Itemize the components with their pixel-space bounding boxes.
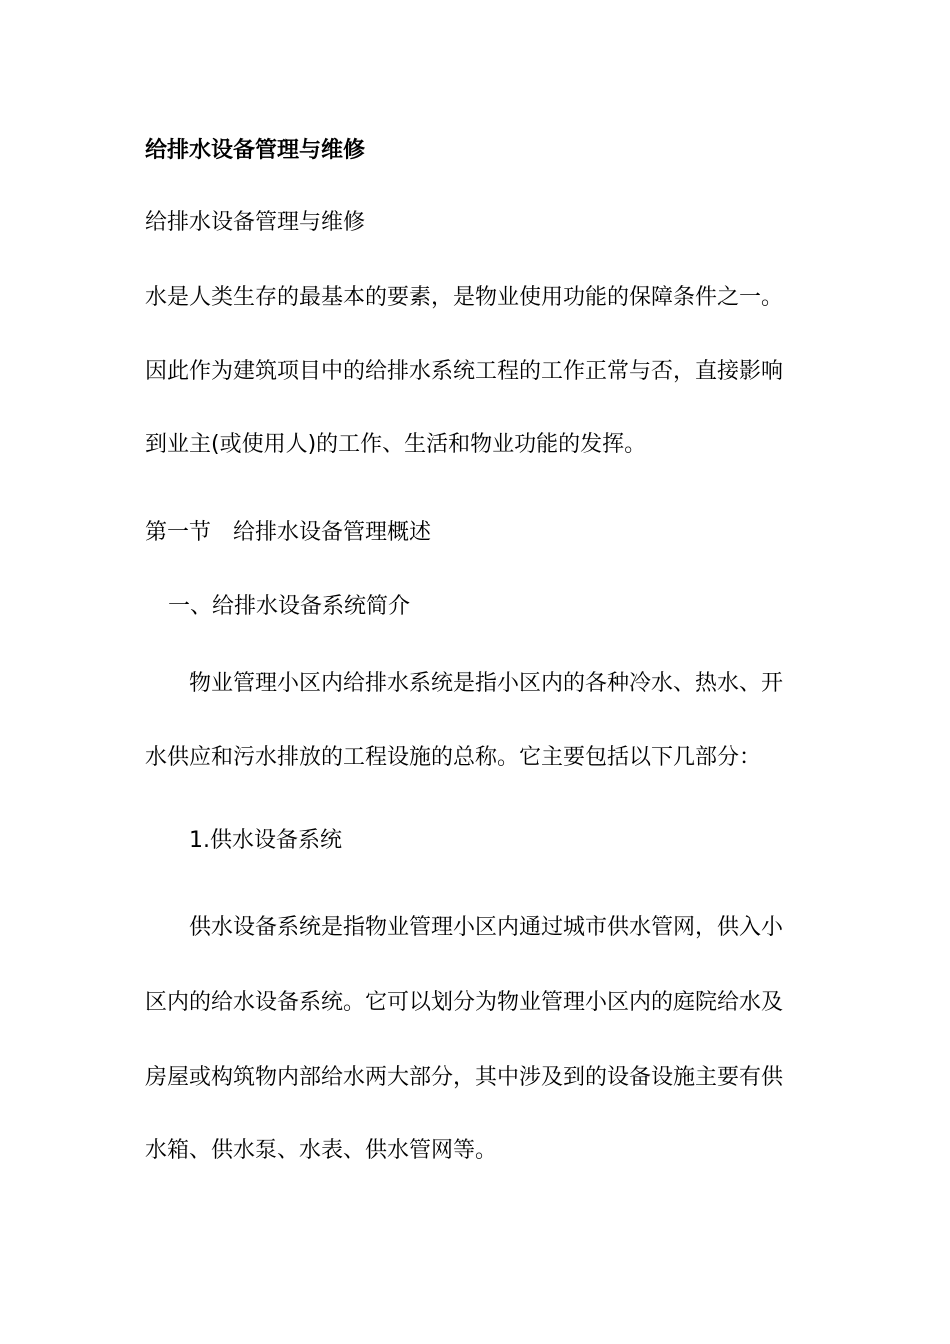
paragraph-line: 房屋或构筑物内部给水两大部分，其中涉及到的设备设施主要有供 <box>145 1065 784 1090</box>
document-subtitle: 给排水设备管理与维修 <box>145 210 366 235</box>
intro-line: 到业主(或使用人)的工作、生活和物业功能的发挥。 <box>145 432 647 457</box>
intro-line: 因此作为建筑项目中的给排水系统工程的工作正常与否，直接影响 <box>145 359 784 384</box>
paragraph-line: 供水设备系统是指物业管理小区内通过城市供水管网，供入小 <box>189 915 784 940</box>
paragraph-line: 水供应和污水排放的工程设施的总称。它主要包括以下几部分： <box>145 745 762 770</box>
paragraph-line: 区内的给水设备系统。它可以划分为物业管理小区内的庭院给水及 <box>145 990 784 1015</box>
paragraph-line: 水箱、供水泵、水表、供水管网等。 <box>145 1138 498 1163</box>
section-heading: 第一节 给排水设备管理概述 <box>145 520 432 545</box>
document-title: 给排水设备管理与维修 <box>145 138 366 163</box>
item-heading: 1.供水设备系统 <box>189 828 342 853</box>
paragraph-line: 物业管理小区内给排水系统是指小区内的各种冷水、热水、开 <box>189 671 784 696</box>
subsection-heading: 一、给排水设备系统简介 <box>168 594 411 619</box>
intro-line: 水是人类生存的最基本的要素，是物业使用功能的保障条件之一。 <box>145 285 784 310</box>
